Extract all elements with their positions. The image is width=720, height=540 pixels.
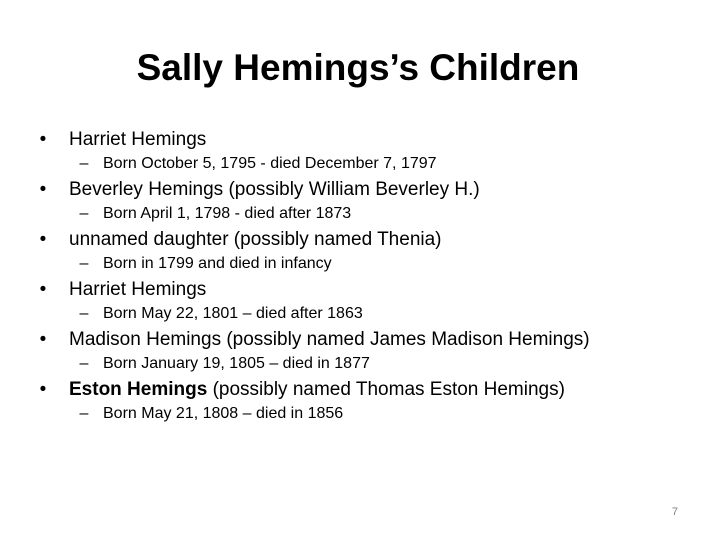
dash-icon: – [79,205,89,222]
child-name-row [36,127,696,153]
dash-icon: – [79,405,89,422]
dash-icon: – [79,305,89,322]
child-name: (possibly named Thomas Eston Hemings) [207,379,565,400]
child-detail: Born May 22, 1801 – died after 1863 [103,305,363,322]
child-detail: Born January 19, 1805 – died in 1877 [103,355,370,372]
bullet-icon: • [39,329,47,350]
child-name-row [36,377,696,403]
child-detail-row [36,253,696,275]
child-name-bold: Eston Hemings [69,379,208,400]
bullet-icon: • [39,229,47,250]
child-detail: Born October 5, 1795 - died December 7, 1797 [103,155,437,172]
bullet-icon: • [39,129,47,150]
child-name: Harriet Hemings [69,129,207,150]
child-detail-row [36,353,696,375]
dash-icon: – [79,155,89,172]
child-detail: Born May 21, 1808 – died in 1856 [103,405,344,422]
child-detail-row [36,203,696,225]
bullet-icon: • [39,379,47,400]
children-list [36,127,696,427]
child-name: unnamed daughter (possibly named Thenia) [69,229,442,250]
child-name: Beverley Hemings (possibly William Beverley H.) [69,179,480,200]
child-name-row [36,327,696,353]
bullet-icon: • [39,279,47,300]
child-name: Madison Hemings (possibly named James Madison Hemings) [69,329,590,350]
dash-icon: – [79,255,89,272]
list-item [36,277,696,325]
list-item [36,177,696,225]
slide-title: Sally Hemings’s Children [136,47,580,88]
list-item [36,327,696,375]
dash-icon: – [79,355,89,372]
child-name-row [36,227,696,253]
child-name-row [36,177,696,203]
list-item [36,377,696,425]
page-number: 7 [671,506,678,518]
list-item [36,227,696,275]
child-name: Harriet Hemings [69,279,207,300]
child-detail: Born in 1799 and died in infancy [103,255,332,272]
bullet-icon: • [39,179,47,200]
child-detail: Born April 1, 1798 - died after 1873 [103,205,352,222]
child-name-row [36,277,696,303]
child-detail-row [36,303,696,325]
list-item [36,127,696,175]
child-detail-row [36,153,696,175]
child-detail-row [36,403,696,425]
